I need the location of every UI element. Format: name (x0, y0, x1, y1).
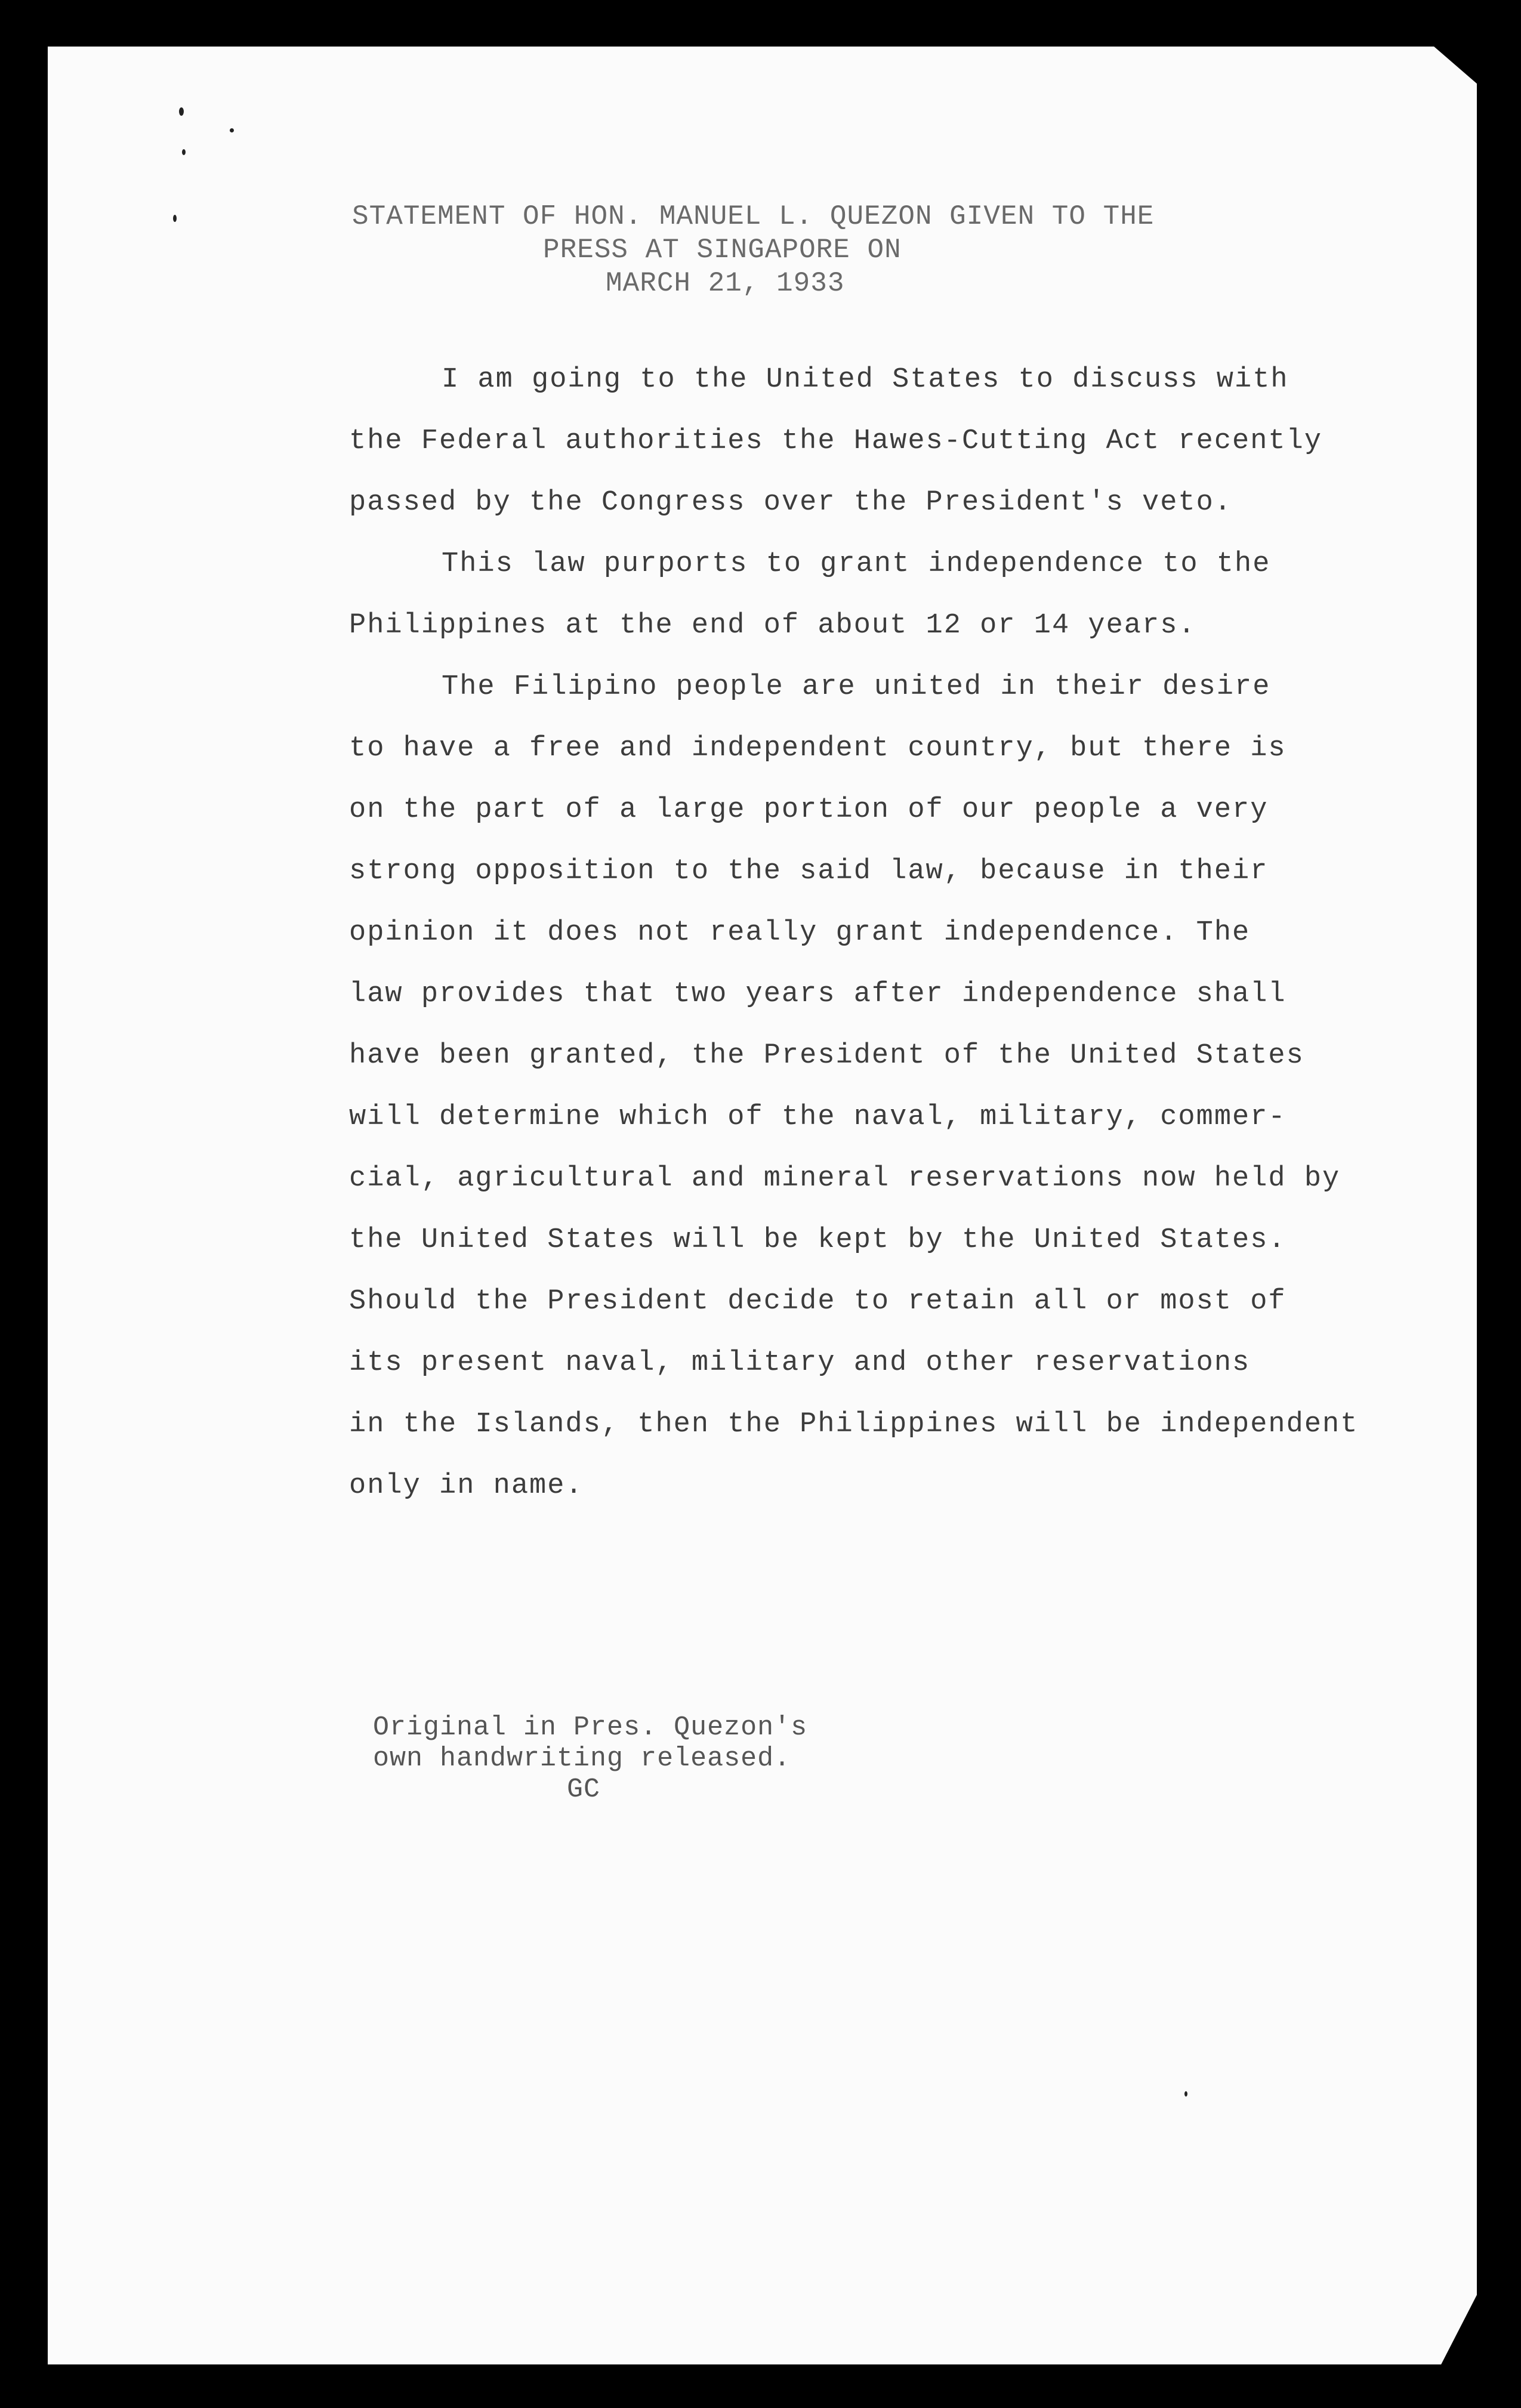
paragraph (349, 349, 1387, 533)
edge-speck (1184, 2091, 1187, 2097)
text-line: cial, agricultural and mineral reservations now held by (349, 1163, 1341, 1194)
text-line: the United States will be kept by the United States. (349, 1224, 1286, 1256)
text-line: will determine which of the naval, military, commer- (349, 1101, 1286, 1133)
footnote-initials: GC (567, 1774, 601, 1805)
footnote-line: own handwriting released. (373, 1743, 791, 1774)
text-line: on the part of a large portion of our people a very (349, 794, 1269, 826)
edge-speck (179, 107, 184, 116)
text-line: The Filipino people are united in their desire (442, 671, 1271, 703)
edge-speck (230, 128, 234, 132)
text-line: its present naval, military and other reservations (349, 1347, 1251, 1379)
footnote (373, 1712, 807, 1805)
text-line: Should the President decide to retain all or most of (349, 1286, 1286, 1317)
text-line: law provides that two years after independence shall (349, 978, 1286, 1010)
edge-speck (173, 215, 177, 222)
title-line: STATEMENT OF HON. MANUEL L. QUEZON GIVEN TO THE (352, 201, 1155, 232)
statement-body (349, 349, 1387, 1517)
text-line: have been granted, the President of the United States (349, 1040, 1304, 1072)
text-line: opinion it does not really grant independence. The (349, 917, 1251, 949)
paragraph (349, 533, 1387, 656)
footnote-line: Original in Pres. Quezon's (373, 1712, 808, 1743)
text-line: the Federal authorities the Hawes-Cutting Act recently (349, 425, 1323, 457)
text-line: Philippines at the end of about 12 or 14 years. (349, 610, 1196, 641)
title-line: MARCH 21, 1933 (606, 268, 845, 299)
text-line: to have a free and independent country, but there is (349, 733, 1286, 764)
title-line: PRESS AT SINGAPORE ON (543, 234, 902, 266)
text-line: in the Islands, then the Philippines will be independent (349, 1409, 1359, 1440)
text-line: I am going to the United States to discuss with (442, 364, 1289, 396)
text-line: strong opposition to the said law, because in their (349, 856, 1269, 887)
text-line: This law purports to grant independence to the (442, 548, 1271, 580)
text-line: passed by the Congress over the President's veto. (349, 487, 1233, 518)
text-line: only in name. (349, 1470, 584, 1502)
edge-speck (182, 149, 186, 155)
document-title (352, 200, 1211, 300)
paragraph (349, 656, 1387, 1517)
